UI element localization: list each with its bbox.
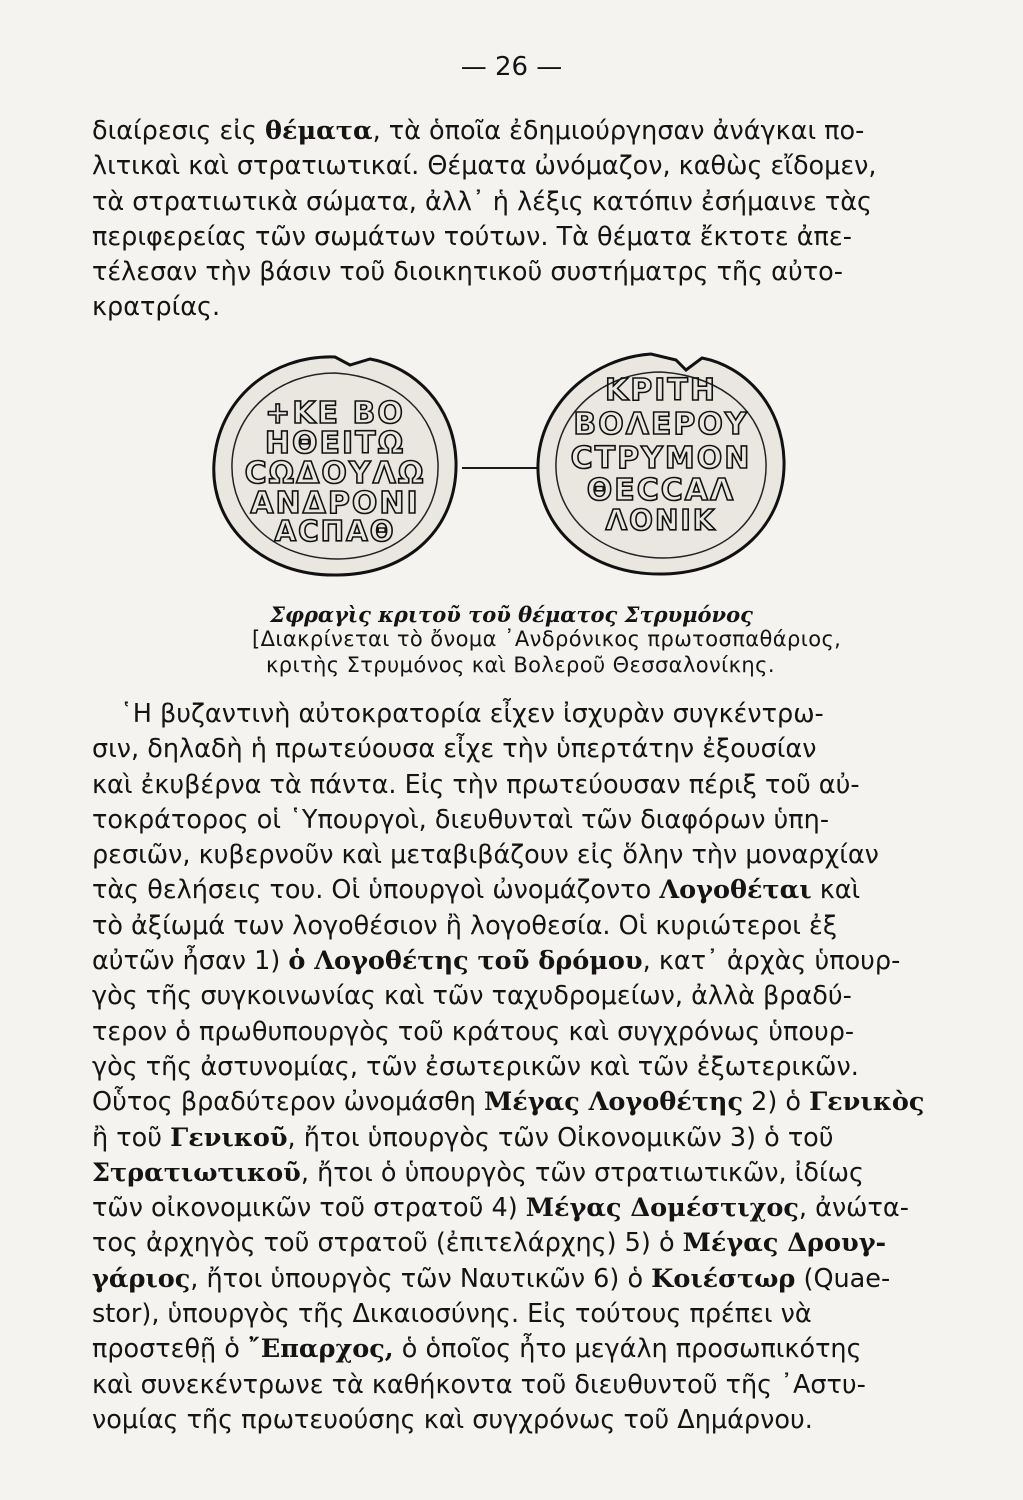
text-line: καὶ ἐκυβέρνα τὰ πάντα. Εἰς τὴν πρωτεύουσαν πέριξ τοῦ αὐ- — [92, 769, 860, 800]
text-line: αὐτῶν ἦσαν 1) ὁ Λογοθέτης τοῦ δρόμου, κατ᾽ ἀρχὰς ὑπουρ- — [92, 946, 901, 977]
seal-illustration — [200, 345, 800, 585]
seal-left-line-3: ϹΩΔΟΥΛΩ — [244, 456, 426, 491]
figure-caption-title: Σφραγὶς κριτοῦ τοῦ θέματος Στρυμόνος — [270, 602, 753, 627]
text-line: stor), ὑπουργὸς τῆς Δικαιοσύνης. Εἰς τούτους πρέπει νὰ — [92, 1299, 812, 1330]
seal-right-line-5: ΛΟΝΙΚ — [605, 504, 717, 537]
seal-left-line-1: +ΚΕ ΒΟ — [265, 396, 405, 431]
text-line: προστεθῇ ὁ ῎Επαρχος, ὁ ὁποῖος ἦτο μεγάλη προσωπικότης — [92, 1334, 862, 1365]
text-line: σιν, δηλαδὴ ἡ πρωτεύουσα εἶχε τὴν ὑπερτάτην ἐξουσίαν — [92, 734, 817, 765]
seal-right-line-2: ΒΟΛΕΡΟΥ — [573, 407, 749, 442]
text-line: περιφερείας τῶν σωμάτων τούτων. Τὰ θέματα ἔκτοτε ἀπε- — [92, 221, 852, 252]
text-line: τὰ στρατιωτικὰ σώματα, ἀλλ᾽ ἡ λέξις κατόπιν ἐσήμαινε τὰς — [92, 186, 873, 217]
text-line: τοκράτορος οἱ ῾Υπουργοὶ, διευθυνταὶ τῶν διαφόρων ὑπη- — [92, 804, 830, 835]
seal-left-line-5: ΑϹΠΑΘ — [274, 515, 396, 548]
seal-obverse-image — [200, 345, 470, 585]
seal-reverse-image — [526, 340, 796, 585]
text-line: διαίρεσις εἰς θέματα, τὰ ὁποῖα ἐδημιούργησαν ἀνάγκαι πο- — [92, 116, 865, 146]
text-line: γὸς τῆς συγκοινωνίας καὶ τῶν ταχυδρομείων, ἀλλὰ βραδύ- — [92, 981, 852, 1012]
paragraph-themata — [92, 114, 982, 326]
text-line: κρατρίας. — [92, 292, 221, 323]
text-line: Στρατιωτικοῦ, ἤτοι ὁ ὑπουργὸς τῶν στρατιωτικῶν, ἰδίως — [92, 1157, 864, 1188]
seal-left-line-2: ΗΘΕΙΤΩ — [264, 426, 406, 461]
text-line: ἢ τοῦ Γενικοῦ, ἤτοι ὑπουργὸς τῶν Οἰκονομικῶν 3) ὁ τοῦ — [92, 1122, 834, 1153]
text-line: ρεσιῶν, κυβερνοῦν καὶ μεταβιβάζουν εἰς ὅλην τὴν μοναρχίαν — [92, 840, 879, 871]
caption-line: [Διακρίνεται τὸ ὄνομα ᾿Ανδρόνικος πρωτοσπαθάριος, — [252, 627, 842, 651]
seal-right-line-4: ΘΕϹϹΑΛ — [586, 473, 736, 508]
text-line: τὰς θελήσεις του. Οἱ ὑπουργοὶ ὠνομάζοντο Λογοθέται καὶ — [92, 875, 861, 906]
text-line: γὸς τῆς ἀστυνομίας, τῶν ἐσωτερικῶν καὶ τῶν ἐξωτερικῶν. — [92, 1051, 859, 1082]
seal-right-line-1: ΚΡΙΤΗ — [605, 373, 717, 408]
text-line: νομίας τῆς πρωτευούσης καὶ συγχρόνως τοῦ Δημάρνου. — [92, 1404, 813, 1435]
text-line: τὸ ἀξίωμά των λογοθέσιον ἢ λογοθεσία. Οἱ κυριώτεροι ἐξ — [92, 910, 838, 941]
seal-left-line-4: ΑΝΔΡΟΝΙ — [250, 486, 420, 521]
text-line: γάριος, ἤτοι ὑπουργὸς τῶν Ναυτικῶν 6) ὁ Κοιέστωρ (Quae- — [92, 1263, 891, 1294]
text-line: τῶν οἰκονομικῶν τοῦ στρατοῦ 4) Μέγας Δομέστιχος, ἀνώτα- — [92, 1193, 909, 1224]
text-line: ῾Η βυζαντινὴ αὐτοκρατορία εἶχεν ἰσχυρὰν συγκέντρω- — [120, 699, 824, 729]
paragraph-byzantine-ministers — [92, 697, 982, 1438]
text-line: τερον ὁ πρωθυπουργὸς τοῦ κράτους καὶ συγχρόνως ὑπουρ- — [92, 1016, 855, 1047]
seal-right-line-3: ϹΤΡΥΜΟΝ — [570, 441, 752, 476]
text-line: λιτικαὶ καὶ στρατιωτικαί. Θέματα ὠνόμαζον, καθὼς εἴδομεν, — [92, 151, 877, 182]
text-line: καὶ συνεκέντρωνε τὰ καθήκοντα τοῦ διευθυντοῦ τῆς ᾿Αστυ- — [92, 1369, 866, 1400]
text-line: τος ἀρχηγὸς τοῦ στρατοῦ (ἐπιτελάρχης) 5) ὁ Μέγας Δρουγ- — [92, 1228, 887, 1259]
text-line: Οὗτος βραδύτερον ὠνομάσθη Μέγας Λογοθέτης 2) ὁ Γενικὸς — [92, 1087, 925, 1118]
figure-caption — [252, 626, 892, 678]
text-line: τέλεσαν τὴν βάσιν τοῦ διοικητικοῦ συστήματρς τῆς αὐτο- — [92, 257, 843, 288]
caption-line: κριτὴς Στρυμόνος καὶ Βολεροῦ Θεσσαλονίκης. — [266, 653, 775, 677]
page-number: — 26 — — [460, 52, 563, 82]
